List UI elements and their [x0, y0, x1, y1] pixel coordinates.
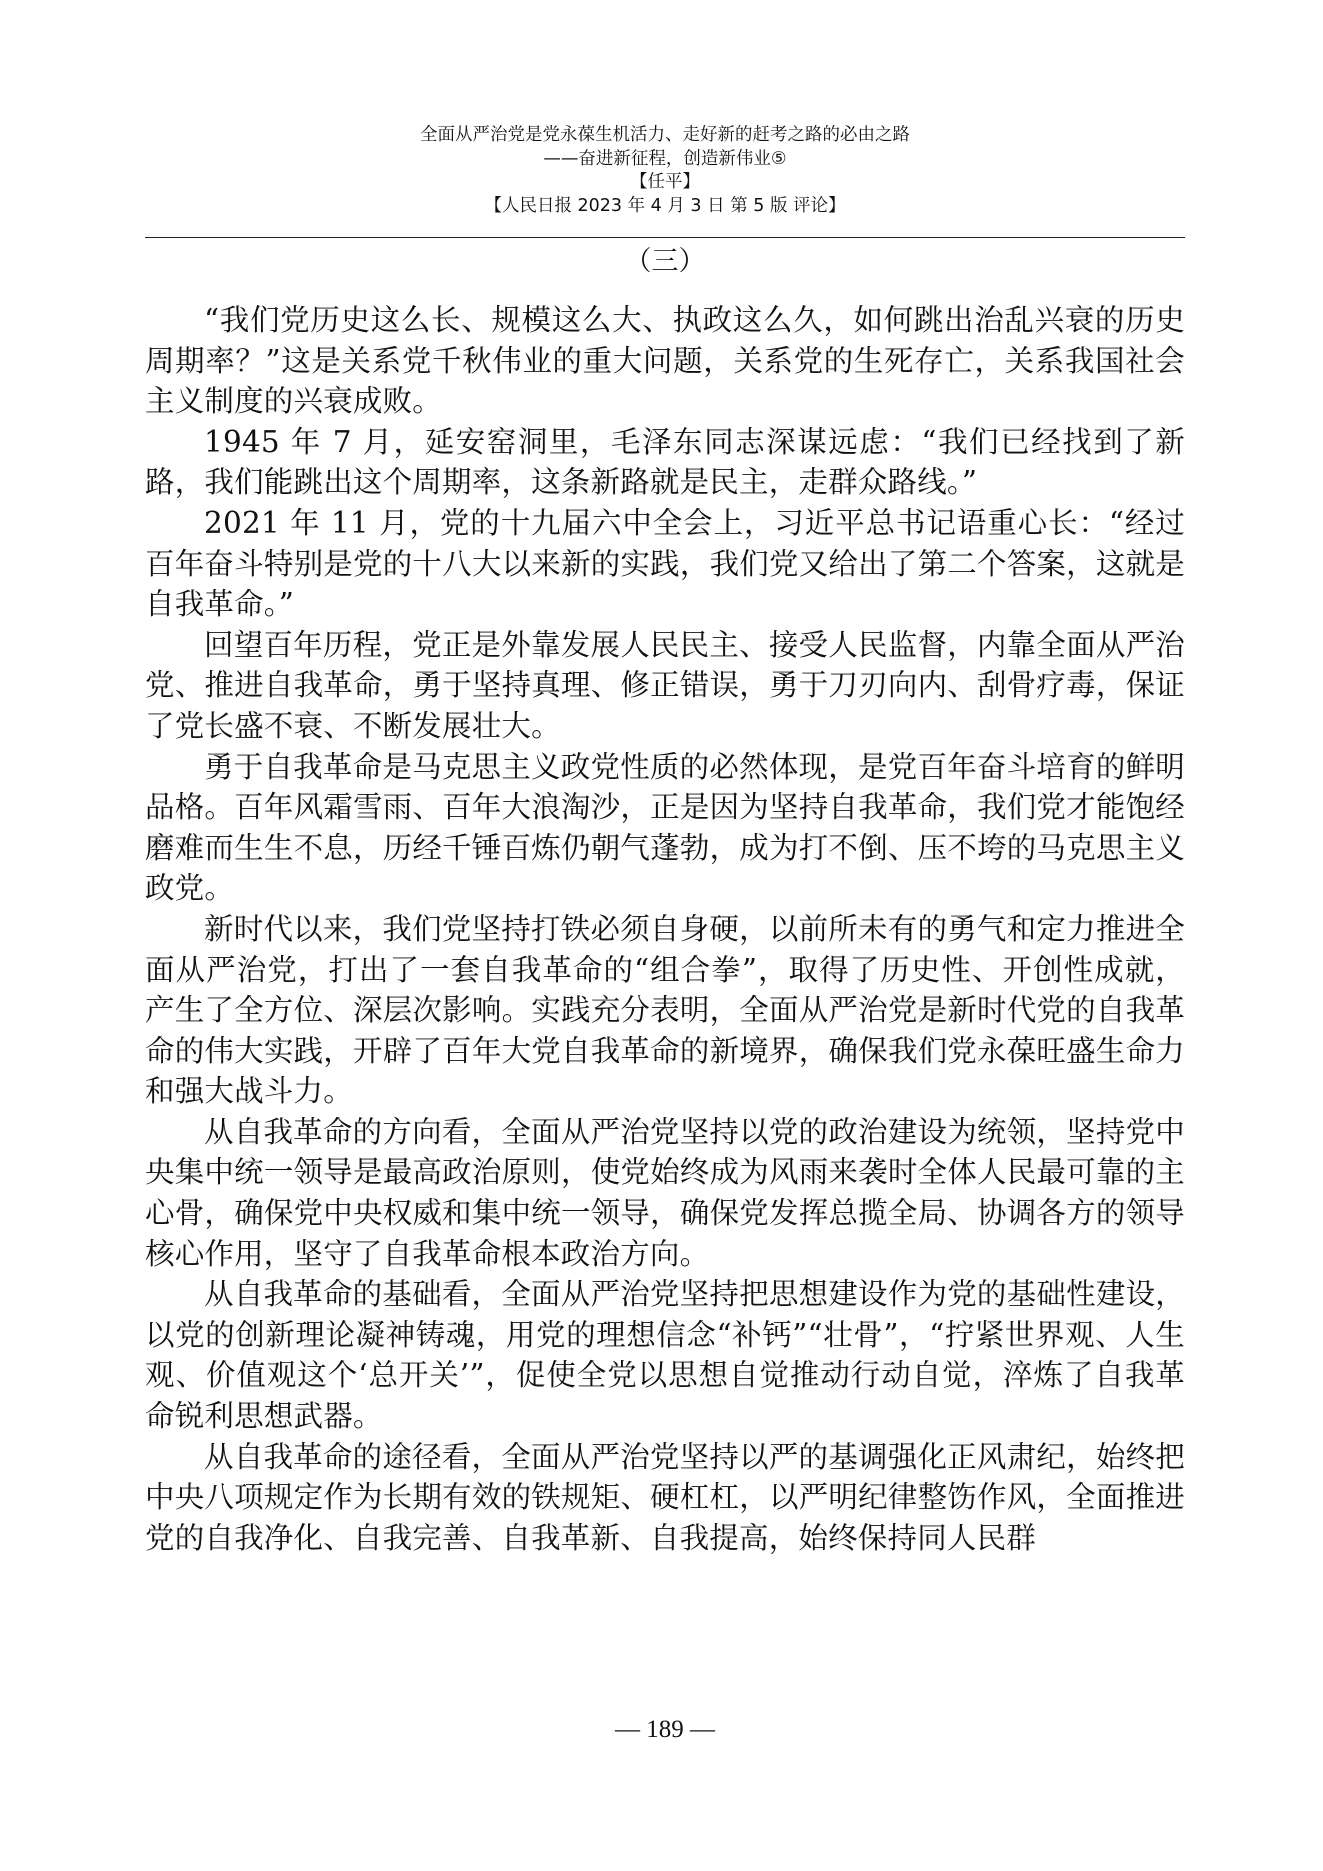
section-number: （三）	[624, 246, 706, 277]
article-title: 全面从严治党是党永葆生机活力、走好新的赶考之路的必由之路	[420, 125, 910, 145]
article-source: 【人民日报 2023 年 4 月 3 日 第 5 版 评论】	[484, 195, 846, 216]
paragraph: 勇于自我革命是马克思主义政党性质的必然体现，是党百年奋斗培育的鲜明品格。百年风霜雪雨、百年大浪淘沙，正是因为坚持自我革命，我们党才能饱经磨难而生生不息，历经千锤百炼仍朝气蓬勃，成为打不倒、压不垮的马克思主义政党。	[145, 749, 1185, 906]
paragraph: 从自我革命的方向看，全面从严治党坚持以党的政治建设为统领，坚持党中央集中统一领导是最高政治原则，使党始终成为风雨来袭时全体人民最可靠的主心骨，确保党中央权威和集中统一领导，确保党发挥总揽全局、协调各方的领导核心作用，坚守了自我革命根本政治方向。	[145, 1114, 1185, 1271]
article-header	[145, 124, 1185, 218]
article-author: 【任平】	[630, 172, 700, 192]
article-subtitle: ——奋进新征程，创造新伟业⑤	[543, 148, 787, 169]
header-divider	[145, 237, 1185, 238]
paragraph: 2021 年 11 月，党的十九届六中全会上，习近平总书记语重心长：“经过百年奋斗特别是党的十八大以来新的实践，我们党又给出了第二个答案，这就是自我革命。”	[145, 505, 1185, 622]
paragraph: 从自我革命的途径看，全面从严治党坚持以严的基调强化正风肃纪，始终把中央八项规定作为长期有效的铁规矩、硬杠杠，以严明纪律整饬作风，全面推进党的自我净化、自我完善、自我革新、自我提高，始终保持同人民群	[145, 1439, 1185, 1555]
paragraph: “我们党历史这么长、规模这么大、执政这么久，如何跳出治乱兴衰的历史周期率？”这是关系党千秋伟业的重大问题，关系党的生死存亡，关系我国社会主义制度的兴衰成败。	[145, 303, 1185, 419]
page-number: — 189 —	[615, 1716, 715, 1743]
paragraph: 从自我革命的基础看，全面从严治党坚持把思想建设作为党的基础性建设，以党的创新理论凝神铸魂，用党的理想信念“补钙”“壮骨”，“拧紧世界观、人生观、价值观这个‘总开关’”，促使全党以思想自觉推动行动自觉，淬炼了自我革命锐利思想武器。	[145, 1277, 1185, 1434]
paragraph: 回望百年历程，党正是外靠发展人民民主、接受人民监督，内靠全面从严治党、推进自我革命，勇于坚持真理、修正错误，勇于刀刃向内、刮骨疗毒，保证了党长盛不衰、不断发展壮大。	[145, 627, 1185, 743]
paragraph: 1945 年 7 月，延安窑洞里，毛泽东同志深谋远虑：“我们已经找到了新路，我们能跳出这个周期率，这条新路就是民主，走群众路线。”	[145, 424, 1185, 500]
article-body	[145, 300, 1185, 1558]
paragraph: 新时代以来，我们党坚持打铁必须自身硬，以前所未有的勇气和定力推进全面从严治党，打出了一套自我革命的“组合拳”，取得了历史性、开创性成就，产生了全方位、深层次影响。实践充分表明，全面从严治党是新时代党的自我革命的伟大实践，开辟了百年大党自我革命的新境界，确保我们党永葆旺盛生命力和强大战斗力。	[145, 911, 1185, 1109]
